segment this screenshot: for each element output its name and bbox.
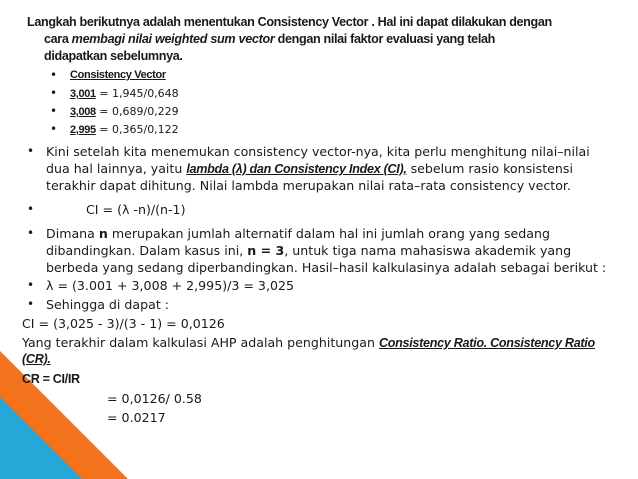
ci-formula: CI = (λ -n)/(n-1): [86, 202, 186, 217]
vector-item-value: 3,008: [70, 106, 96, 118]
para1-line-2-c: sebelum rasio konsistensi: [406, 161, 573, 176]
vector-item-formula: = 0,365/0,122: [95, 123, 179, 136]
bullet: •: [27, 297, 35, 311]
cr-intro-line-1-a: Yang terakhir dalam kalkulasi AHP adalah penghitungan: [22, 335, 379, 350]
cr-intro-line-2: (CR).: [22, 352, 51, 366]
cr-intro-line-1: [22, 334, 595, 352]
para1-line-2: [46, 160, 573, 178]
intro-line-2-a: cara: [44, 32, 72, 46]
vector-item: [70, 121, 179, 139]
vector-item-value: 2,995: [70, 124, 96, 136]
para1-line-2-emphasis: lambda (λ) dan Consistency Index (CI),: [186, 162, 407, 176]
bullet: •: [50, 86, 58, 100]
bullet: •: [50, 68, 58, 82]
cr-step-2: = 0.0217: [107, 410, 166, 425]
para2-line-2: [46, 242, 571, 259]
para2-line-1-emphasis: n: [98, 226, 108, 241]
intro-line-2-emphasis: membagi nilai weighted sum vector: [71, 32, 275, 46]
cr-step-1: = 0,0126/ 0.58: [107, 391, 202, 406]
para2-line-2-c: , untuk tiga nama mahasiswa akademik yang: [284, 243, 572, 258]
bullet: •: [27, 226, 35, 240]
vector-item: [70, 103, 179, 121]
para2-line-2-a: dibandingkan. Dalam kasus ini,: [46, 243, 248, 258]
para1-line-2-a: dua hal lainnya, yaitu: [46, 161, 187, 176]
para2-line-2-emphasis: n = 3: [247, 243, 285, 258]
cr-intro-emphasis: Consistency Ratio. Consistency Ratio: [378, 336, 595, 350]
intro-line-3: didapatkan sebelumnya.: [44, 49, 183, 63]
vector-item-formula: = 1,945/0,648: [95, 87, 179, 100]
cr-formula: CR = CI/IR: [22, 372, 80, 386]
para1-line-3: terakhir dapat dihitung. Nilai lambda merupakan nilai rata–rata consistency vector.: [46, 178, 571, 193]
para1-line-1: Kini setelah kita menemukan consistency vector-nya, kita perlu menghitung nilai–nilai: [46, 144, 590, 159]
bullet: •: [50, 122, 58, 136]
vector-item-value: 3,001: [70, 88, 96, 100]
para2-line-1-a: Dimana: [46, 226, 99, 241]
ci-result: CI = (3,025 - 3)/(3 - 1) = 0,0126: [22, 316, 225, 331]
intro-line-2: [44, 31, 495, 48]
bullet: •: [27, 278, 35, 292]
consistency-vector-heading: Consistency Vector: [70, 69, 166, 81]
vector-item: [70, 85, 179, 103]
sehingga-text: Sehingga di dapat :: [46, 297, 170, 312]
bullet: •: [27, 144, 35, 158]
bullet: •: [27, 202, 35, 216]
blue-corner-decoration: [0, 397, 82, 479]
vector-item-formula: = 0,689/0,229: [95, 105, 179, 118]
intro-line-1: Langkah berikutnya adalah menentukan Consistency Vector . Hal ini dapat dilakukan dengan: [27, 15, 552, 29]
para2-line-1: [46, 225, 550, 242]
lambda-calculation: λ = (3.001 + 3,008 + 2,995)/3 = 3,025: [46, 278, 294, 293]
bullet: •: [50, 104, 58, 118]
para2-line-1-c: merupakan jumlah alternatif dalam hal ini jumlah orang yang sedang: [107, 226, 550, 241]
intro-line-2-c: dengan nilai faktor evaluasi yang telah: [274, 32, 495, 46]
para2-line-3: berbeda yang sedang diperbandingkan. Hasil–hasil kalkulasinya adalah sebagai berikut :: [46, 260, 607, 275]
